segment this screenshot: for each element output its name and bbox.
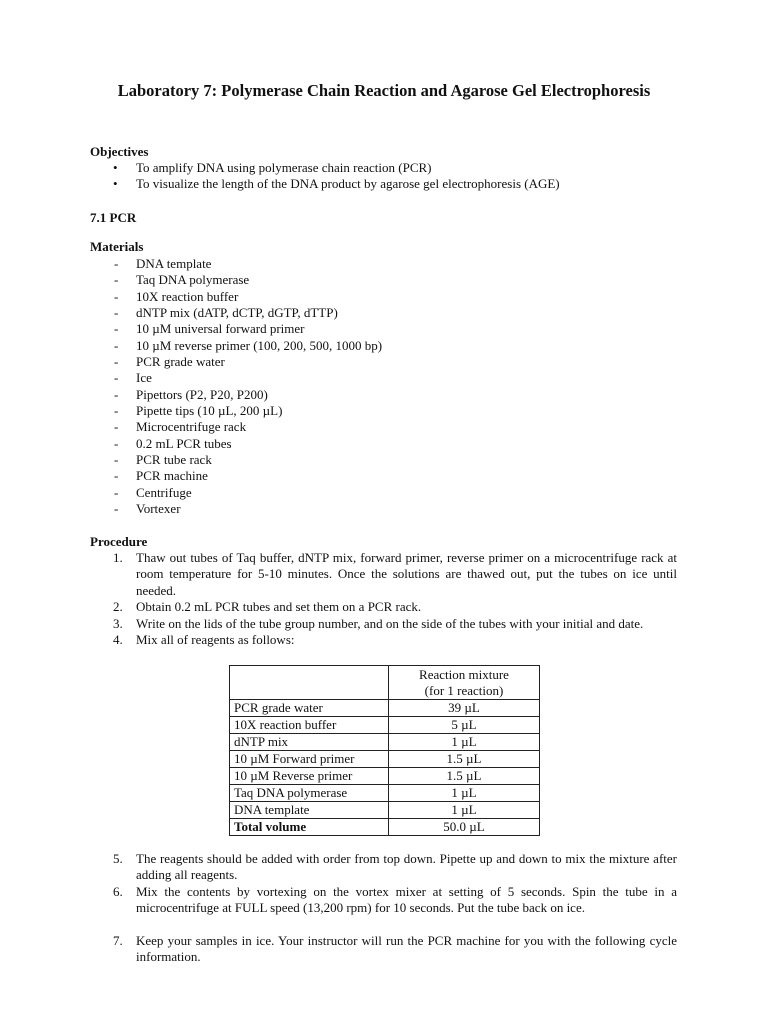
materials-list [90,256,382,518]
page-title: Laboratory 7: Polymerase Chain Reaction and Agarose Gel Electrophoresis [117,81,651,100]
material-item: - 10X reaction buffer [114,288,239,304]
table-row: 10 µM Forward primer 1.5 µL [230,751,540,768]
procedure-step: 5. The reagents should be added with order from top down. Pipette up and down to mix the mixture after adding all reagents. [113,851,677,883]
table-row: 10 µM Reverse primer 1.5 µL [230,768,540,785]
material-item: - PCR grade water [114,354,225,370]
table-row: dNTP mix 1 µL [230,734,540,751]
material-item: - Vortexer [114,501,181,517]
material-item: - Ice [114,370,152,386]
procedure-step: 3. Write on the lids of the tube group number, and on the side of the tubes with your initial and date. [113,615,644,631]
material-item: - 10 µM universal forward primer [114,321,305,337]
procedure-step: 4. Mix all of reagents as follows: [113,632,295,648]
objectives-heading: Objectives [90,144,149,159]
table-row: 10X reaction buffer 5 µL [230,717,540,734]
table-header-row [230,666,540,700]
material-item: - PCR machine [114,468,208,484]
objectives-list [90,160,560,193]
procedure-steps-2 [90,851,677,917]
bullet-icon: • [113,160,118,175]
material-item: - 10 µM reverse primer (100, 200, 500, 1000 bp) [114,337,383,353]
material-item: - Microcentrifuge rack [114,419,247,435]
table-row: DNA template 1 µL [230,802,540,819]
procedure-step: 7. Keep your samples in ice. Your instructor will run the PCR machine for you with the following cycle information. [113,933,677,965]
material-item: - dNTP mix (dATP, dCTP, dGTP, dTTP) [114,305,338,321]
table-row: Taq DNA polymerase 1 µL [230,785,540,802]
table-row: PCR grade water 39 µL [230,700,540,717]
section-heading: 7.1 PCR [90,210,137,225]
material-item: - Pipettors (P2, P20, P200) [114,386,268,402]
table-total-row: Total volume 50.0 µL [230,819,540,836]
material-item: - Pipette tips (10 µL, 200 µL) [114,403,283,419]
procedure-steps-3 [90,933,677,966]
materials-heading: Materials [90,239,144,254]
table-header-cell: Reaction mixture (for 1 reaction) [389,666,540,700]
procedure-step: 1. Thaw out tubes of Taq buffer, dNTP mix, forward primer, reverse primer on a microcentrifuge rack at room temperature for 5-10 minutes. Once the solutions are thawed out, put the tubes on ice until needed. [113,550,677,598]
bullet-icon: • [113,176,118,192]
procedure-step: 2. Obtain 0.2 mL PCR tubes and set them on a PCR rack. [113,599,422,615]
objective-item: • To visualize the length of the DNA product by agarose gel electrophoresis (AGE) [113,176,560,192]
material-item: - Taq DNA polymerase [114,272,250,288]
reaction-mixture-table [229,665,540,836]
objective-item: • To amplify DNA using polymerase chain reaction (PCR) [113,160,432,175]
material-item: - DNA template [114,256,212,271]
material-item: - 0.2 mL PCR tubes [114,435,232,451]
material-item: - Centrifuge [114,484,192,500]
procedure-steps-1 [90,550,677,648]
procedure-step: 6. Mix the contents by vortexing on the vortex mixer at setting of 5 seconds. Spin the tube in a microcentrifuge at FULL speed (13,200 rpm) for 10 seconds. Put the tube back on ice. [113,883,677,916]
procedure-heading: Procedure [90,534,148,549]
material-item: - PCR tube rack [114,452,212,468]
